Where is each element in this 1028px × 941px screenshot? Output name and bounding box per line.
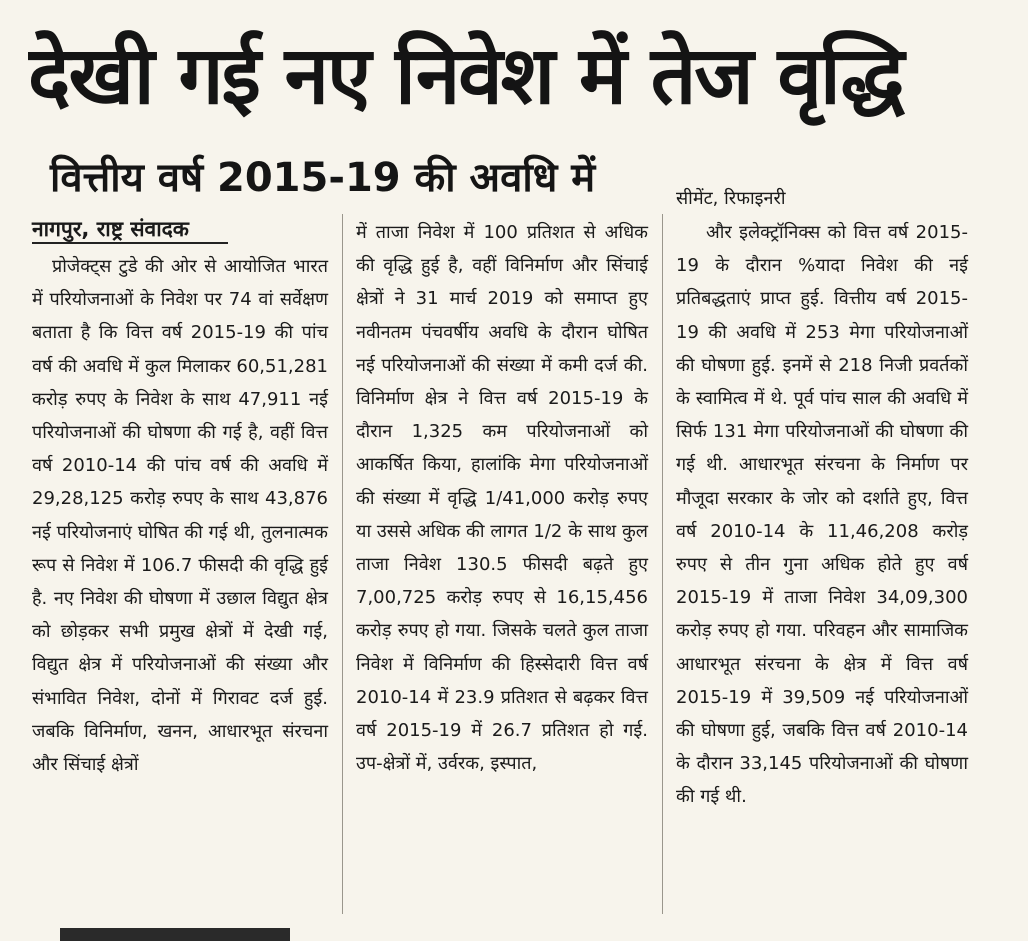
- column-divider: [662, 214, 663, 914]
- dateline: नागपुर, राष्ट्र संवादक: [32, 217, 189, 241]
- column-3-lead-line: सीमेंट, रिफाइनरी: [676, 188, 786, 209]
- column-2-text: में ताजा निवेश में 100 प्रतिशत से अधिक की वृद्धि हुई है, वहीं विनिर्माण और सिंचाई क्षेत्रों ने 31 मार्च 2019 को समाप्त हुए नवीनतम पंचवर्षीय अवधि के दौरान घोषित नई परियोजनाओं की संख्या में कमी दर्ज की. विनिर्माण क्षेत्र ने वित्त वर्ष 2015-19 के दौरान 1,325 कम परियोजनाओं को आकर्षित किया, हालांकि मेगा परियोजनाओं की संख्या में वृद्धि 1/41,000 करोड़ रुपए या उससे अधिक की लागत 1/2 के साथ कुल ताजा निवेश 130.5 फीसदी बढ़ते हुए 7,00,725 करोड़ रुपए से 16,15,456 करोड़ रुपए हो गया. जिसके चलते कुल ताजा निवेश में विनिर्माण की हिस्सेदारी वित्त वर्ष 2010-14 में 23.9 प्रतिशत से बढ़कर वित्त वर्ष 2015-19 में 26.7 प्रतिशत हो गई. उप-क्षेत्रों में, उर्वरक, इस्पात,: [356, 222, 648, 775]
- column-1-text: प्रोजेक्ट्स टुडे की ओर से आयोजित भारत में परियोजनाओं के निवेश पर 74 वां सर्वेक्षण बताता है कि वित्त वर्ष 2015-19 की पांच वर्ष की अवधि में कुल मिलाकर 60,51,281 करोड़ रुपए के निवेश के साथ 47,911 नई परियोजनाओं की घोषणा की गई है, वहीं वित्त वर्ष 2010-14 की पांच वर्ष की अवधि में 29,28,125 करोड़ रुपए के साथ 43,876 नई परियोजनाएं घोषित की गई थी, तुलनात्मक रूप से निवेश में 106.7 फीसदी की वृद्धि हुई है. नए निवेश की घोषणा में उछाल विद्युत क्षेत्र को छोड़कर सभी प्रमुख क्षेत्रों में देखी गई, विद्युत क्षेत्र में परियोजनाओं की संख्या और संभावित निवेश, दोनों में गिरावट दर्ज हुई. जबकि विनिर्माण, खनन, आधारभूत संरचना और सिंचाई क्षेत्रों: [32, 256, 328, 776]
- article-column-3: [676, 216, 968, 814]
- next-article-header-bar: [60, 928, 290, 941]
- subheadline: वित्तीय वर्ष 2015-19 की अवधि में: [50, 155, 596, 201]
- dateline-underline: [32, 242, 228, 244]
- column-divider: [342, 214, 343, 914]
- article-column-1: [32, 250, 328, 781]
- headline: देखी गई नए निवेश में तेज वृद्धि: [28, 29, 903, 122]
- article-column-2: [356, 216, 648, 780]
- column-3-text: और इलेक्ट्रॉनिक्स को वित्त वर्ष 2015-19 के दौरान %यादा निवेश की नई प्रतिबद्धताएं प्राप्त हुई. वित्तीय वर्ष 2015-19 की अवधि में 253 मेगा परियोजनाओं की घोषणा हुई. इनमें से 218 निजी प्रवर्तकों के स्वामित्व में थे. पूर्व पांच साल की अवधि में सिर्फ 131 मेगा परियोजनाओं की घोषणा की गई थी. आधारभूत संरचना के निर्माण पर मौजूदा सरकार के जोर को दर्शाते हुए, वित्त वर्ष 2010-14 के 11,46,208 करोड़ रुपए से तीन गुना अधिक होते हुए वर्ष 2015-19 में ताजा निवेश 34,09,300 करोड़ रुपए हो गया. परिवहन और सामाजिक आधारभूत संरचना के क्षेत्र में वित्त वर्ष 2015-19 में 39,509 नई परियोजनाओं की घोषणा हुई, जबकि वित्त वर्ष 2010-14 के दौरान 33,145 परियोजनाओं की घोषणा की गई थी.: [676, 222, 968, 808]
